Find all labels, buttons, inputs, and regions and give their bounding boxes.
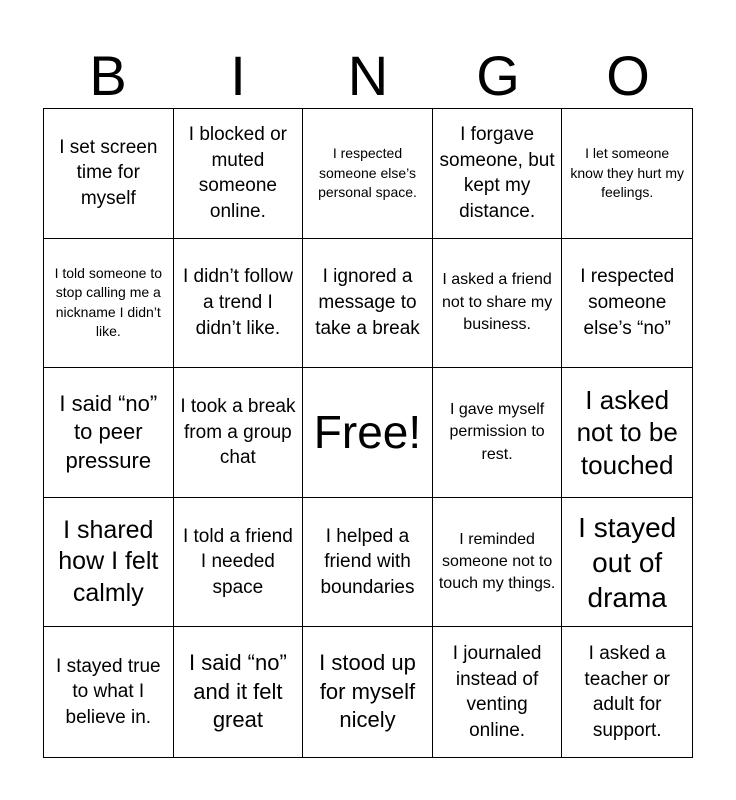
bingo-cell[interactable]	[174, 627, 304, 757]
cell-text: I didn’t follow a trend I didn’t like.	[182, 266, 293, 339]
cell-text: I stayed out of drama	[578, 511, 677, 613]
header-letter-b: B	[89, 44, 127, 107]
bingo-cell[interactable]	[174, 239, 304, 369]
bingo-cell[interactable]	[44, 627, 174, 757]
bingo-cell[interactable]	[44, 239, 174, 369]
bingo-cell[interactable]	[433, 368, 563, 498]
cell-text: I told a friend I needed space	[182, 525, 293, 598]
cell-text: I said “no” and it felt great	[188, 650, 287, 733]
bingo-cell[interactable]	[174, 498, 304, 628]
bingo-cell[interactable]	[433, 627, 563, 757]
bingo-cell[interactable]	[303, 498, 433, 628]
cell-text: I helped a friend with boundaries	[320, 525, 415, 598]
cell-text: I shared how I felt calmly	[58, 516, 159, 607]
header-letter-o: O	[606, 44, 650, 107]
cell-text: I gave myself permission to rest.	[449, 400, 545, 463]
header-letter-i: I	[230, 44, 246, 107]
cell-text: I said “no” to peer pressure	[59, 390, 158, 473]
cell-text: I stood up for myself nicely	[319, 650, 416, 733]
cell-text: I told someone to stop calling me a nickname I didn’t like.	[54, 264, 162, 340]
cell-text: I ignored a message to take a break	[315, 266, 420, 339]
cell-text: I reminded someone not to touch my things.	[438, 530, 556, 593]
cell-text: I took a break from a group chat	[180, 396, 296, 469]
cell-text: I blocked or muted someone online.	[188, 124, 287, 222]
bingo-cell[interactable]	[562, 109, 692, 239]
bingo-header	[43, 44, 693, 108]
bingo-cell[interactable]	[44, 368, 174, 498]
bingo-cell[interactable]	[433, 239, 563, 369]
bingo-cell[interactable]	[303, 239, 433, 369]
bingo-cell[interactable]	[174, 109, 304, 239]
bingo-cell[interactable]	[303, 627, 433, 757]
bingo-cell[interactable]	[562, 368, 692, 498]
bingo-board	[43, 108, 693, 758]
bingo-cell[interactable]	[562, 498, 692, 628]
cell-text: I asked a friend not to share my business.	[441, 271, 553, 334]
bingo-cell[interactable]	[303, 109, 433, 239]
cell-text: I set screen time for myself	[59, 136, 158, 210]
bingo-cell[interactable]	[562, 627, 692, 757]
free-cell[interactable]	[303, 368, 433, 498]
bingo-cell[interactable]	[44, 109, 174, 239]
cell-text: I forgave someone, but kept my distance.	[439, 124, 555, 222]
cell-text: I journaled instead of venting online.	[452, 642, 542, 741]
cell-text: I let someone know they hurt my feelings.	[570, 144, 684, 201]
free-label: Free!	[313, 406, 422, 459]
header-letter-n: N	[347, 44, 389, 107]
bingo-cell[interactable]	[174, 368, 304, 498]
header-letter-g: G	[476, 44, 520, 107]
bingo-cell[interactable]	[433, 109, 563, 239]
cell-text: I respected someone else’s personal space.	[318, 144, 417, 201]
cell-text: I stayed true to what I believe in.	[56, 655, 161, 729]
cell-text: I asked not to be touched	[576, 384, 678, 480]
bingo-cell[interactable]	[44, 498, 174, 628]
cell-text: I asked a teacher or adult for support.	[584, 642, 670, 741]
bingo-cell[interactable]	[433, 498, 563, 628]
bingo-cell[interactable]	[562, 239, 692, 369]
cell-text: I respected someone else’s “no”	[580, 266, 675, 339]
